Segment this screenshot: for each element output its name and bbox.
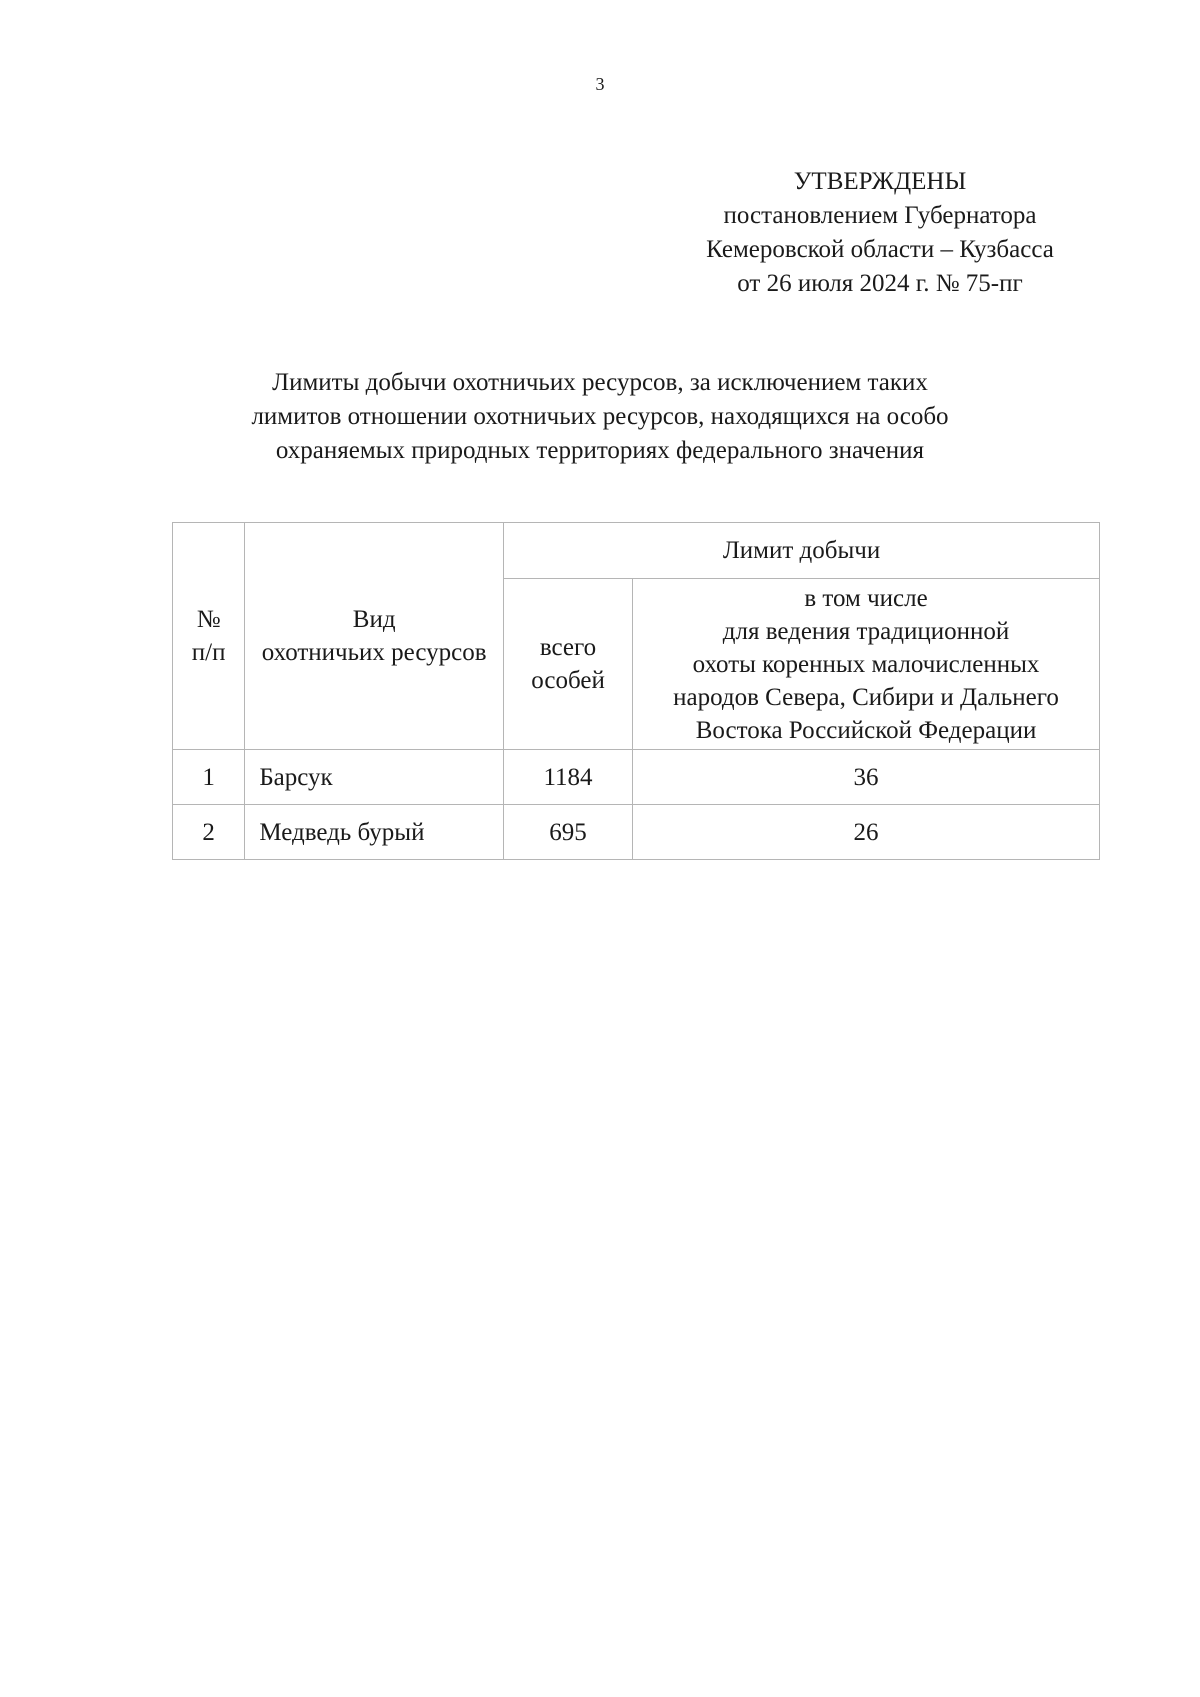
approval-heading: УТВЕРЖДЕНЫ <box>793 168 967 195</box>
title-line: Лимиты добычи охотничьих ресурсов, за исключением таких <box>272 369 928 396</box>
limits-table <box>172 522 1100 860</box>
table-row <box>173 750 1100 805</box>
cell-indigenous: 26 <box>633 805 1100 860</box>
cell-total: 695 <box>504 805 633 860</box>
header-number: № п/п <box>173 523 245 750</box>
cell-total: 1184 <box>504 750 633 805</box>
approval-line: постановлением Губернатора <box>723 202 1037 229</box>
table-row <box>173 805 1100 860</box>
cell-indigenous: 36 <box>633 750 1100 805</box>
cell-number: 1 <box>173 750 245 805</box>
document-title <box>150 366 1050 468</box>
page-number: 3 <box>595 74 605 94</box>
cell-species: Барсук <box>245 750 504 805</box>
header-species: Вид охотничьих ресурсов <box>245 523 504 750</box>
approval-block <box>660 165 1100 301</box>
approval-date-line: от 26 июля 2024 г. № 75-пг <box>737 270 1023 297</box>
approval-line: Кемеровской области – Кузбасса <box>706 236 1054 263</box>
title-line: лимитов отношении охотничьих ресурсов, находящихся на особо <box>251 403 949 430</box>
cell-number: 2 <box>173 805 245 860</box>
header-indigenous: в том числе для ведения традиционной охоты коренных малочисленных народов Севера, Сибири и Дальнего Востока Российской Федерации <box>633 579 1100 750</box>
title-line: охраняемых природных территориях федерального значения <box>275 437 925 464</box>
table-header-row <box>173 523 1100 579</box>
header-limit-group: Лимит добычи <box>504 523 1100 579</box>
header-total: всего особей <box>504 579 633 750</box>
cell-species: Медведь бурый <box>245 805 504 860</box>
